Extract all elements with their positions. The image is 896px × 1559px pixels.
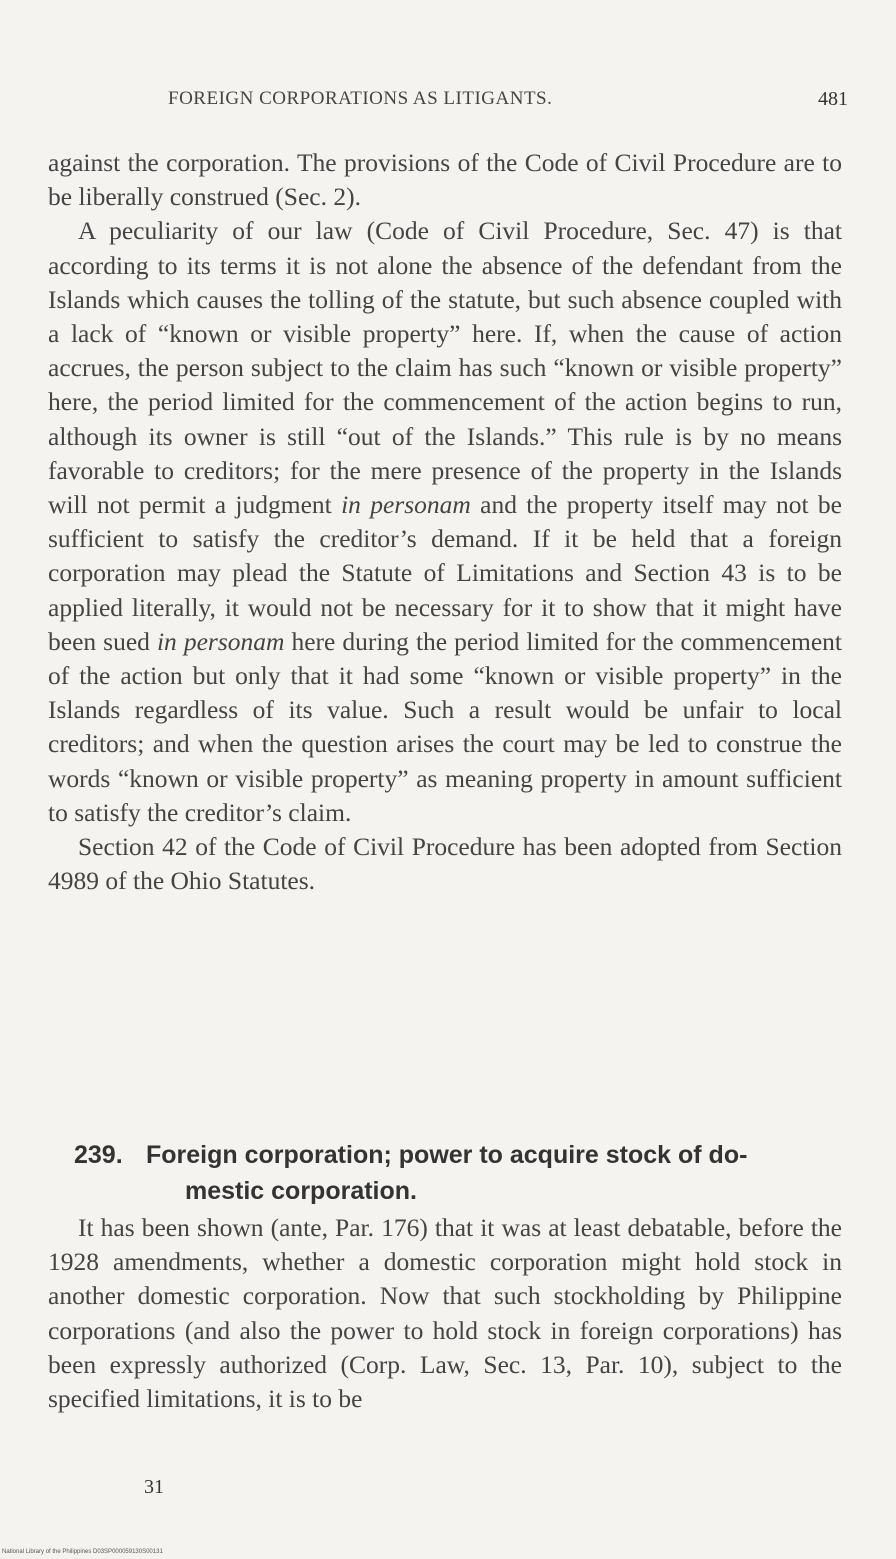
running-head: FOREIGN CORPORATIONS AS LITIGANTS.	[168, 88, 553, 109]
section-title-line1: Foreign corporation; power to acquire stock of do-	[146, 1141, 748, 1169]
text-run: here during the period limited for the commencement of the action but only that it had some “known or visible property” in the Islands regardless of its value. Such a result would be unfair to local creditors; and when the question arises the court may be led to construe the words “known or visible property” as meaning property in amount sufficient to satisfy the creditor’s claim.	[48, 626, 842, 827]
section-paragraph: It has been shown (ante, Par. 176) that it was at least debatable, before the 1928 amendments, whether a domestic corporation might hold stock in another domestic corporation. Now that such stockholding by Philippine corporations (and also the power to hold stock in foreign corporations) has been expressly authorized (Corp. Law, Sec. 13, Par. 10), subject to the specified limitations, it is to be	[48, 1213, 842, 1414]
text-run: A peculiarity of our law (Code of Civil Procedure, Sec. 47) is that according to its terms it is not alone the absence of the defendant from the Islands which causes the tolling of the statute, but such absence coupled with a lack of “known or visible property” here. If, when the cause of action accrues, the person subject to the claim has such “known or visible property” here, the period limited for the commencement of the action begins to run, although its owner is still “out of the Islands.” This rule is by no means favorable to creditors; for the mere presence of the property in the Islands will not permit a judgment	[48, 216, 842, 520]
text-run: Section 42 of the Code of Civil Procedure has been adopted from Section 4989 of the Ohio Statutes.	[48, 832, 842, 896]
paragraph-continuation	[48, 146, 842, 214]
signature-mark: 31	[144, 1476, 164, 1498]
body-text	[48, 146, 842, 898]
section-heading-line1	[48, 1137, 848, 1173]
italic-term: in personam	[341, 490, 471, 520]
page-header	[0, 88, 896, 118]
section-number: 239.	[74, 1141, 123, 1169]
footer-credit: National Library of the Philippines D03SP000059130S00131	[2, 1549, 163, 1555]
section-title-line2: mestic corporation.	[185, 1177, 417, 1205]
paragraph-section-42	[48, 830, 842, 898]
paragraph-peculiarity	[48, 214, 842, 830]
section-body	[48, 1211, 842, 1416]
text-run: against the corporation. The provisions of the Code of Civil Procedure are to be liberally construed (Sec. 2).	[48, 148, 842, 212]
page-number: 481	[818, 88, 848, 110]
text-run: and the property itself may not be sufficient to satisfy the creditor’s demand. If it be held that a foreign corporation may plead the Statute of Limitations and Section 43 is to be applied literally, it would not be necessary for it to show that it might have been sued	[48, 490, 842, 656]
section-heading	[48, 1137, 848, 1209]
italic-term: in personam	[156, 626, 285, 656]
